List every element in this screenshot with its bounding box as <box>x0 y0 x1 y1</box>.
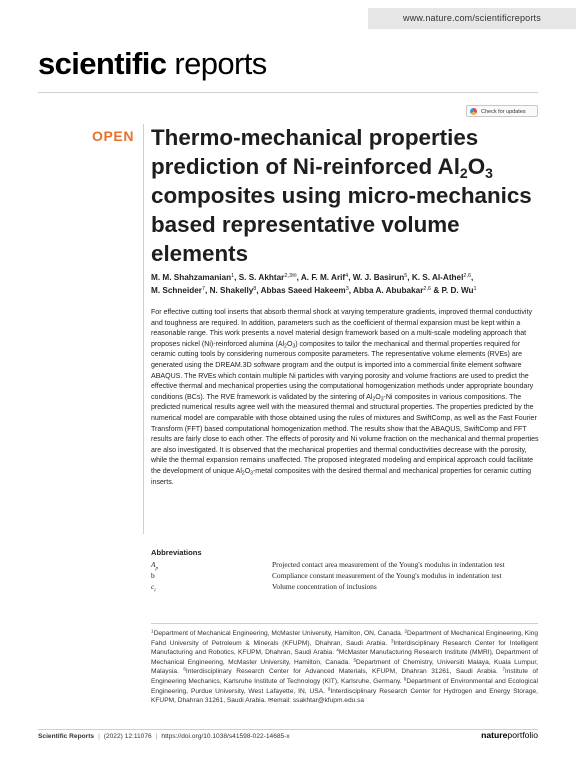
footer-journal: Scientific Reports <box>38 733 95 740</box>
author[interactable]: M. Schneider$^7$ <box>151 285 206 295</box>
author[interactable]: P. D. Wu$^1$ <box>441 285 477 295</box>
author[interactable]: Abbas Saeed Hakeem$^3$ <box>260 285 349 295</box>
title-line-1: Thermo-mechanical properties <box>151 125 479 150</box>
abbreviations-heading: Abbreviations <box>151 548 202 557</box>
nature-portfolio-logo: natureportfolio <box>481 730 538 740</box>
journal-logo[interactable] <box>38 44 267 84</box>
check-for-updates-label: Check for updates <box>481 109 526 115</box>
affiliations-divider <box>151 623 538 624</box>
title-line-3: composites using micro-mechanics <box>151 183 532 208</box>
crossmark-icon <box>470 108 477 115</box>
abbreviation-symbol: b <box>151 571 155 580</box>
footer-doi-link[interactable]: https://doi.org/10.1038/s41598-022-14685-x <box>161 733 290 740</box>
journal-logo-bold: scientific <box>38 46 167 81</box>
open-access-label: OPEN <box>92 128 135 144</box>
affiliations: $^1$Department of Mechanical Engineering, McMaster University, Hamilton, ON, Canada. $^2$Department of Mechanical Engineering, King Fahd University of Petroleum & Minerals (KFUPM), Dhahran, Saudi Arabia. $^3$Interdisciplinary Research Center for Intelligent Manufacturing and Robotics, KFUPM, Dhahran, Saudi Arabia. $^4$McMaster Manufacturing Research Institute (MMRI), Department of Mechanical Engineering, McMaster University, Hamilton, Canada. $^5$Department of Chemistry, Universiti Malaya, Kuala Lumpur, Malaysia. $^6$Interdisciplinary Research Center for Advanced Materials, KFUPM, Dhahran 31261, Saudi Arabia. $^7$Institute of Engineering Mechanics, Karlsruhe Institute of Technology (KIT), Karlsruhe, Germany. $^8$Department of Environmental and Ecological Engineering, Purdue University, West Lafayette, IN, USA. $^9$Interdisciplinary Research Center for Hydrogen and Energy Storage, KFUPM, Dhahran 31261, Saudi Arabia. ✉email: ssakhtar@kfupm.edu.sa <box>151 628 539 705</box>
author[interactable]: M. M. Shahzamanian$^1$ <box>151 273 235 282</box>
footer-citation: Scientific Reports | (2022) 12:11076 | https://doi.org/10.1038/s41598-022-14685-x <box>38 733 290 740</box>
title-sub-2: 3 <box>485 165 493 181</box>
header-divider <box>38 92 538 93</box>
abbreviation-row <box>151 560 541 572</box>
title-sub-1: 2 <box>459 165 468 181</box>
article-title <box>151 123 551 268</box>
author-list: M. M. Shahzamanian$^1$, S. S. Akhtar$^{2,3✉}$, A. F. M. Arif$^4$, W. J. Basirun$^5$, K. S. Al-Athel$^{2,6}$, M. Schneider$^7$, N. Shakelly$^8$, Abbas Saeed Hakeem$^3$, Abba A. Abubakar$^{2,6}$ & P. D. Wu$^1$ <box>151 273 477 295</box>
author[interactable]: N. Shakelly$^8$ <box>209 285 257 295</box>
vertical-divider <box>143 124 144 534</box>
title-line-2: prediction of Ni-reinforced Al <box>151 154 460 179</box>
journal-logo-light: reports <box>174 46 267 81</box>
author[interactable]: Abba A. Abubakar$^{2,6}$ <box>353 285 432 295</box>
abbreviation-symbol: $A_p$ <box>151 560 159 572</box>
abbreviation-definition: Projected contact area measurement of the Young's modulus in indentation test <box>272 560 505 569</box>
author[interactable]: S. S. Akhtar$^{2,3✉}$ <box>238 273 297 282</box>
abbreviation-row <box>151 582 541 594</box>
check-for-updates-button[interactable] <box>466 105 538 117</box>
corresponding-email[interactable]: ✉email: ssakhtar@kfupm.edu.sa <box>267 697 365 705</box>
abbreviations-list <box>151 560 541 593</box>
abstract: For effective cutting tool inserts that absorb thermal shock at varying temperature gradients, improved thermal conductivity and toughness are required. In addition, parameters such as the coefficient of thermal expansion must be kept within a reasonable range. This work presents a novel material design framework based on a multi-scale modeling approach that proposes nickel (Ni)-reinforced alumina $(Al_2O_3)$ composites to tailor the mechanical and thermal properties required for ceramic cutting tools by considering numerous composite parameters. The representative volume elements (RVEs) are generated using the DREAM.3D software program and the output is imported into a commercial finite element software ABAQUS. The RVEs which contain multiple Ni particles with varying porosity and volume fractions are used to predict the effective thermal and mechanical properties using the computational homogenization methods under appropriate boundary conditions (BCs). The RVE framework is validated by the sintering of $Al_2O_3-Ni$ composites in various compositions. The predicted numerical results agree well with the measured thermal and structural properties. The properties predicted by the numerical model are comparable with those obtained using the rules of mixtures and SwiftComp, as well as the Fast Fourier Transform (FFT) based computational homogenization method. The results show that the ABAQUS, SwiftComp and FFT results are fairly close to each other. The effects of porosity and Ni volume fraction on the mechanical and thermal properties are also investigated. It is observed that the mechanical properties and thermal conductivities decrease with the porosity, while the thermal expansion remains unaffected. The proposed integrated modeling and empirical approach could facilitate the development of unique $Al_2O_3$-metal composites with the desired thermal and mechanical properties for ceramic cutting inserts. <box>151 309 539 486</box>
footer-volume: (2022) 12:11076 <box>103 733 152 740</box>
abbreviation-definition: Volume concentration of inclusions <box>272 582 377 591</box>
abbreviation-symbol: $c_i$ <box>151 582 156 594</box>
title-line-4: based representative volume <box>151 212 460 237</box>
title-mid: O <box>467 154 486 179</box>
author[interactable]: A. F. M. Arif$^4$ <box>300 273 349 282</box>
title-line-5: elements <box>151 241 249 266</box>
journal-url[interactable]: www.nature.com/scientificreports <box>368 8 576 29</box>
abbreviation-definition: Compliance constant measurement of the Young's modulus in indentation test <box>272 571 502 580</box>
author[interactable]: K. S. Al-Athel$^{2,6}$ <box>411 273 472 282</box>
abbreviation-row <box>151 571 541 580</box>
author[interactable]: W. J. Basirun$^5$ <box>352 273 408 282</box>
footer-divider <box>38 729 538 730</box>
